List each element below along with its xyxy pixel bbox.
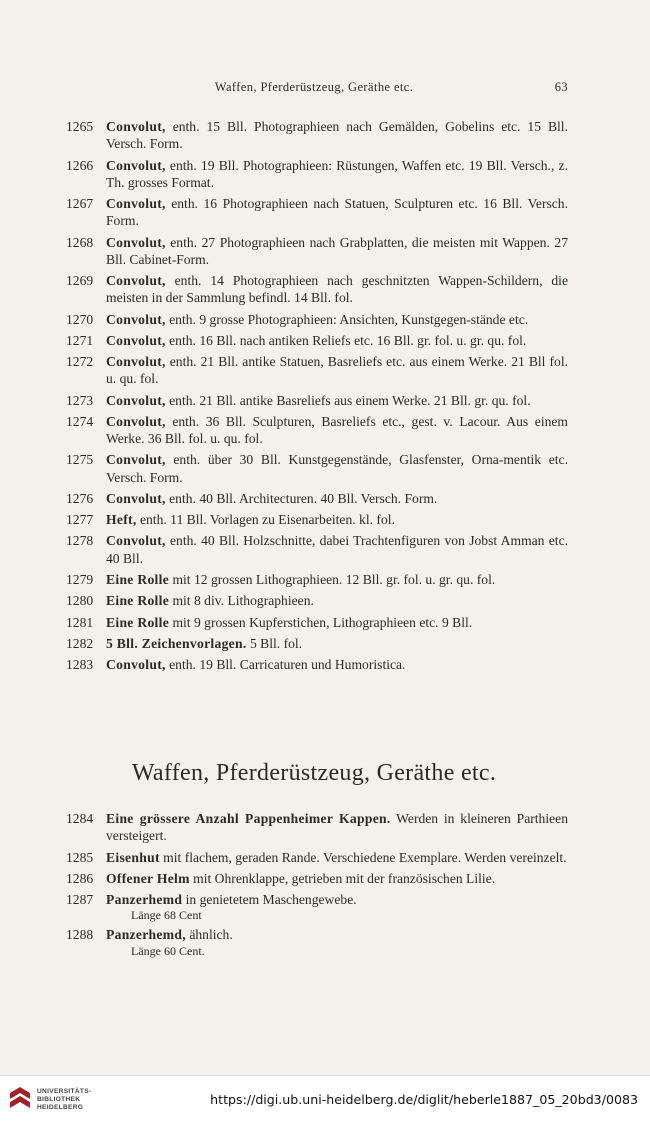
entry-number: 1288 bbox=[66, 927, 94, 943]
entry-title: Panzerhemd bbox=[106, 892, 183, 908]
entry-body bbox=[106, 413, 568, 447]
entry-description: enth. 36 Bll. Sculpturen, Basreliefs etc., gest. v. Lacour. Aus einem Werke. 36 Bll. fol. u. qu. fol. bbox=[106, 413, 568, 447]
entry-body bbox=[106, 891, 568, 908]
catalogue-entry bbox=[66, 234, 568, 268]
entry-number: 1267 bbox=[66, 196, 94, 211]
entry-number: 1282 bbox=[66, 635, 94, 651]
catalogue-entry bbox=[66, 392, 568, 409]
entry-body bbox=[106, 810, 568, 844]
entry-description: enth. 19 Bll. Carricaturen und Humoristica. bbox=[165, 657, 406, 673]
running-head-title: Waffen, Pferderüstzeug, Geräthe etc. bbox=[214, 80, 414, 94]
entry-number: 1273 bbox=[66, 392, 94, 408]
entry-measurement: Länge 60 Cent. bbox=[131, 943, 205, 958]
entry-body bbox=[106, 234, 568, 268]
entry-description: enth. 11 Bll. Vorlagen zu Eisenarbeiten. kl. fol. bbox=[136, 512, 395, 528]
entry-number: 1269 bbox=[66, 273, 94, 288]
entry-number: 1286 bbox=[66, 870, 94, 886]
entry-body bbox=[106, 592, 568, 609]
entry-description: mit Ohrenklappe, getrieben mit der französischen Lilie. bbox=[189, 870, 496, 886]
entry-title: Convolut, bbox=[106, 119, 166, 134]
catalogue-entries-list bbox=[66, 118, 568, 677]
page-number: 63 bbox=[554, 80, 568, 94]
entry-body bbox=[106, 272, 568, 306]
catalogue-entry bbox=[66, 118, 568, 152]
catalogue-entry bbox=[66, 532, 568, 566]
entry-description: enth. über 30 Bll. Kunstgegenstände, Glasfenster, Orna-mentik etc. Versch. Form. bbox=[106, 452, 568, 485]
catalogue-entry bbox=[66, 614, 568, 631]
entry-body bbox=[106, 870, 568, 887]
catalogue-entry bbox=[66, 891, 568, 922]
catalogue-entry bbox=[66, 926, 568, 957]
entry-description: mit 9 grossen Kupferstichen, Lithographieen etc. 9 Bll. bbox=[169, 614, 473, 630]
entry-title: Convolut, bbox=[106, 490, 166, 506]
entry-description: enth. 14 Photographieen nach geschnitzten Wappen-Schildern, die meisten in der Sammlung befindl. 14 Bll. fol. bbox=[106, 273, 568, 306]
entry-title: Offener Helm bbox=[106, 870, 190, 886]
entry-title: Heft, bbox=[106, 512, 137, 528]
entry-number: 1285 bbox=[66, 849, 94, 865]
catalogue-entry bbox=[66, 332, 568, 349]
entry-body bbox=[106, 157, 568, 191]
entry-title: Convolut, bbox=[106, 234, 166, 250]
entry-body bbox=[106, 926, 568, 943]
entry-description: Werden in kleineren Parthieen versteigert. bbox=[106, 811, 568, 844]
entry-title: Convolut, bbox=[106, 392, 166, 408]
entry-title: Convolut, bbox=[106, 196, 166, 211]
catalogue-entry bbox=[66, 272, 568, 306]
library-name bbox=[37, 1088, 91, 1112]
entry-body bbox=[106, 332, 568, 349]
entry-title: Convolut, bbox=[106, 332, 166, 348]
entry-title: Convolut, bbox=[106, 533, 166, 549]
entry-number: 1271 bbox=[66, 332, 94, 348]
permalink-url[interactable]: https://digi.ub.uni-heidelberg.de/diglit/heberle1887_05_20bd3/0083 bbox=[210, 1092, 638, 1107]
entry-description: 5 Bll. fol. bbox=[246, 635, 303, 651]
entry-title: Convolut, bbox=[106, 413, 166, 429]
library-name-line: HEIDELBERG bbox=[37, 1104, 84, 1111]
entry-title: Convolut, bbox=[106, 657, 166, 673]
catalogue-entry bbox=[66, 849, 568, 866]
entry-title: Eine Rolle bbox=[106, 571, 170, 587]
entry-body bbox=[106, 635, 568, 652]
entry-number: 1287 bbox=[66, 892, 94, 908]
entry-description: enth. 21 Bll. antike Basreliefs aus einem Werke. 21 Bll. gr. qu. fol. bbox=[165, 392, 531, 408]
entry-number: 1275 bbox=[66, 452, 94, 468]
entry-body bbox=[106, 490, 568, 507]
entry-description: enth. 19 Bll. Photographieen: Rüstungen, Waffen etc. 19 Bll. Versch., z. Th. grosses Format. bbox=[106, 157, 568, 190]
library-name-line: UNIVERSITÄTS- bbox=[37, 1088, 92, 1095]
weapons-entries-list bbox=[66, 810, 568, 962]
entry-measurement: Länge 68 Cent bbox=[131, 908, 202, 923]
entry-title: Eisenhut bbox=[106, 849, 160, 865]
catalogue-entry bbox=[66, 195, 568, 229]
entry-body bbox=[106, 511, 568, 528]
entry-description: enth. 15 Bll. Photographieen nach Gemälden, Gobelins etc. 15 Bll. Versch. Form. bbox=[106, 119, 568, 152]
entry-description: mit 8 div. Lithographieen. bbox=[169, 593, 314, 609]
entry-number: 1284 bbox=[66, 811, 94, 826]
entry-description: ähnlich. bbox=[185, 927, 233, 943]
catalogue-entry bbox=[66, 490, 568, 507]
entry-number: 1283 bbox=[66, 657, 94, 673]
section-heading: Waffen, Pferderüstzeug, Geräthe etc. bbox=[131, 760, 497, 786]
entry-title: Eine grössere Anzahl Pappenheimer Kappen. bbox=[106, 811, 391, 826]
entry-description: enth. 40 Bll. Architecturen. 40 Bll. Versch. Form. bbox=[165, 490, 438, 506]
entry-body bbox=[106, 118, 568, 152]
viewer-footer bbox=[0, 1075, 650, 1125]
entry-title: Eine Rolle bbox=[106, 593, 170, 609]
catalogue-entry bbox=[66, 571, 568, 588]
catalogue-entry bbox=[66, 157, 568, 191]
entry-description: mit flachem, geraden Rande. Verschiedene Exemplare. Werden vereinzelt. bbox=[159, 849, 567, 865]
entry-description: in genietetem Maschengewebe. bbox=[182, 892, 357, 908]
entry-body bbox=[106, 353, 568, 387]
entry-number: 1270 bbox=[66, 311, 94, 327]
entry-body bbox=[106, 571, 568, 588]
entry-number: 1281 bbox=[66, 614, 94, 630]
entry-number: 1272 bbox=[66, 354, 94, 370]
catalogue-entry bbox=[66, 413, 568, 447]
entry-description: enth. 27 Photographieen nach Grabplatten, die meisten mit Wappen. 27 Bll. Cabinet-Form. bbox=[106, 234, 568, 267]
entry-description: enth. 21 Bll. antike Statuen, Basreliefs etc. aus einem Werke. 21 Bll fol. u. qu. fol. bbox=[106, 354, 568, 387]
entry-body bbox=[106, 311, 568, 328]
catalogue-entry bbox=[66, 511, 568, 528]
entry-description: enth. 16 Bll. nach antiken Reliefs etc. 16 Bll. gr. fol. u. gr. qu. fol. bbox=[165, 332, 527, 348]
entry-description: enth. 9 grosse Photographieen: Ansichten, Kunstgegen-stände etc. bbox=[165, 311, 529, 327]
entry-title: Convolut, bbox=[106, 273, 166, 288]
entry-description: enth. 40 Bll. Holzschnitte, dabei Trachtenfiguren von Jobst Amman etc. 40 Bll. bbox=[106, 533, 568, 566]
entry-title: Convolut, bbox=[106, 157, 166, 173]
entry-number: 1274 bbox=[66, 413, 94, 429]
entry-body bbox=[106, 849, 568, 866]
catalogue-entry bbox=[66, 810, 568, 844]
catalogue-entry bbox=[66, 870, 568, 887]
entry-description: enth. 16 Photographieen nach Statuen, Sculpturen etc. 16 Bll. Versch. Form. bbox=[106, 196, 568, 229]
entry-title: 5 Bll. Zeichenvorlagen. bbox=[106, 635, 247, 651]
catalogue-entry bbox=[66, 451, 568, 485]
catalogue-entry bbox=[66, 656, 568, 673]
entry-title: Convolut, bbox=[106, 452, 166, 468]
entry-title: Panzerhemd, bbox=[106, 927, 186, 943]
entry-number: 1266 bbox=[66, 157, 94, 173]
entry-body bbox=[106, 656, 568, 673]
catalogue-entry bbox=[66, 592, 568, 609]
entry-body bbox=[106, 392, 568, 409]
entry-number: 1278 bbox=[66, 533, 94, 549]
entry-number: 1280 bbox=[66, 593, 94, 609]
entry-body bbox=[106, 195, 568, 229]
entry-number: 1265 bbox=[66, 119, 94, 134]
entry-title: Convolut, bbox=[106, 354, 166, 370]
entry-description: mit 12 grossen Lithographieen. 12 Bll. gr. fol. u. gr. qu. fol. bbox=[169, 571, 496, 587]
entry-number: 1277 bbox=[66, 512, 94, 528]
library-logo-icon bbox=[8, 1085, 32, 1115]
entry-title: Eine Rolle bbox=[106, 614, 170, 630]
entry-body bbox=[106, 451, 568, 485]
library-name-line: BIBLIOTHEK bbox=[37, 1096, 81, 1103]
entry-number: 1279 bbox=[66, 571, 94, 587]
catalogue-entry bbox=[66, 353, 568, 387]
entry-body bbox=[106, 532, 568, 566]
catalogue-entry bbox=[66, 635, 568, 652]
entry-body bbox=[106, 614, 568, 631]
entry-number: 1268 bbox=[66, 234, 94, 250]
catalogue-entry bbox=[66, 311, 568, 328]
entry-number: 1276 bbox=[66, 490, 94, 506]
entry-title: Convolut, bbox=[106, 311, 166, 327]
